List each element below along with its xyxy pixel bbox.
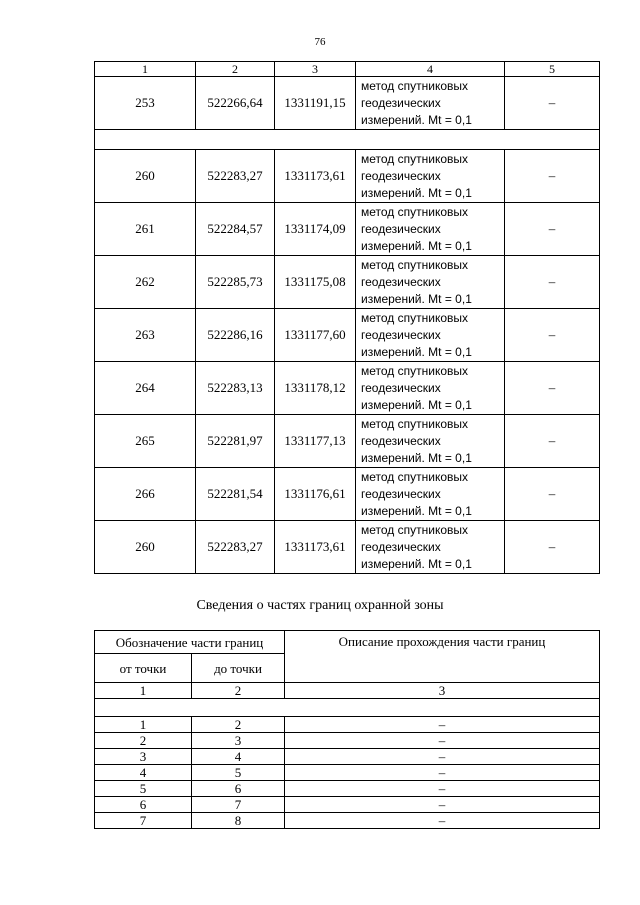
column-numbers-row [95,683,600,699]
table-row [95,749,600,765]
table-row [95,77,600,130]
method-line: геодезических [361,380,441,395]
point-number-cell: 265 [95,415,196,468]
table-row [95,813,600,829]
method-line: геодезических [361,433,441,448]
point-number-cell: 264 [95,362,196,415]
x-coordinate-cell: 522281,97 [196,415,275,468]
note-cell: – [505,256,600,309]
y-coordinate-cell: 1331191,15 [275,77,356,130]
to-point-cell: 5 [192,765,285,781]
column-number-1: 1 [95,62,196,77]
from-point-cell: 5 [95,781,192,797]
note-cell: – [505,362,600,415]
from-point-cell: 6 [95,797,192,813]
to-point-cell: 7 [192,797,285,813]
column-number-1: 1 [95,683,192,699]
method-line: метод спутниковых [361,469,469,484]
method-cell [356,415,505,468]
table-row [95,203,600,256]
y-coordinate-cell: 1331175,08 [275,256,356,309]
method-line: измерений. Mt = 0,1 [361,344,472,359]
method-line: измерений. Mt = 0,1 [361,503,472,518]
method-line: геодезических [361,539,441,554]
column-number-3: 3 [285,683,600,699]
description-cell: – [285,765,600,781]
column-number-5: 5 [505,62,600,77]
x-coordinate-cell: 522283,13 [196,362,275,415]
y-coordinate-cell: 1331178,12 [275,362,356,415]
method-line: измерений. Mt = 0,1 [361,450,472,465]
table-row [95,765,600,781]
table-row [95,733,600,749]
description-cell: – [285,781,600,797]
method-line: геодезических [361,221,441,236]
description-cell: – [285,749,600,765]
y-coordinate-cell: 1331177,13 [275,415,356,468]
y-coordinate-cell: 1331177,60 [275,309,356,362]
empty-cell [95,699,600,717]
x-coordinate-cell: 522281,54 [196,468,275,521]
note-cell: – [505,150,600,203]
table-row [95,415,600,468]
table-header-row [95,62,600,77]
column-number-4: 4 [356,62,505,77]
from-point-cell: 1 [95,717,192,733]
method-cell [356,309,505,362]
method-cell [356,468,505,521]
point-number-cell: 263 [95,309,196,362]
method-cell [356,362,505,415]
method-cell [356,150,505,203]
note-cell: – [505,415,600,468]
table-row [95,797,600,813]
method-cell [356,521,505,574]
empty-row [95,130,600,150]
method-line: метод спутниковых [361,416,469,431]
table-row [95,781,600,797]
x-coordinate-cell: 522286,16 [196,309,275,362]
method-line: метод спутниковых [361,151,469,166]
empty-cell [95,130,600,150]
column-number-2: 2 [196,62,275,77]
method-line: измерений. Mt = 0,1 [361,185,472,200]
method-line: геодезических [361,168,441,183]
empty-row [95,699,600,717]
y-coordinate-cell: 1331173,61 [275,521,356,574]
method-line: измерений. Mt = 0,1 [361,556,472,571]
from-point-cell: 2 [95,733,192,749]
x-coordinate-cell: 522283,27 [196,150,275,203]
x-coordinate-cell: 522285,73 [196,256,275,309]
from-point-cell: 3 [95,749,192,765]
from-point-cell: 7 [95,813,192,829]
column-number-2: 2 [192,683,285,699]
method-line: геодезических [361,274,441,289]
to-point-cell: 4 [192,749,285,765]
from-point-cell: 4 [95,765,192,781]
to-point-cell: 3 [192,733,285,749]
table-row [95,362,600,415]
method-line: метод спутниковых [361,363,469,378]
description-cell: – [285,717,600,733]
description-cell: – [285,813,600,829]
table-row [95,150,600,203]
table-row [95,256,600,309]
header-to-point: до точки [192,654,285,683]
table-row [95,468,600,521]
note-cell: – [505,521,600,574]
to-point-cell: 2 [192,717,285,733]
method-line: геодезических [361,486,441,501]
method-line: метод спутниковых [361,310,469,325]
table-row [95,521,600,574]
method-line: геодезических [361,95,441,110]
method-line: метод спутниковых [361,204,469,219]
x-coordinate-cell: 522283,27 [196,521,275,574]
description-cell: – [285,797,600,813]
method-line: метод спутниковых [361,257,469,272]
point-number-cell: 266 [95,468,196,521]
page-number: 76 [314,36,326,48]
boundary-parts-table [94,630,600,829]
y-coordinate-cell: 1331174,09 [275,203,356,256]
method-line: измерений. Mt = 0,1 [361,112,472,127]
y-coordinate-cell: 1331176,61 [275,468,356,521]
note-cell: – [505,203,600,256]
description-cell: – [285,733,600,749]
header-from-point: от точки [95,654,192,683]
table-row [95,717,600,733]
point-number-cell: 262 [95,256,196,309]
table-row [95,309,600,362]
x-coordinate-cell: 522266,64 [196,77,275,130]
method-line: измерений. Mt = 0,1 [361,291,472,306]
table-header-row [95,631,600,654]
method-cell [356,203,505,256]
note-cell: – [505,468,600,521]
column-number-3: 3 [275,62,356,77]
method-cell [356,256,505,309]
method-line: измерений. Mt = 0,1 [361,397,472,412]
point-number-cell: 253 [95,77,196,130]
method-line: метод спутниковых [361,522,469,537]
section-title: Сведения о частях границ охранной зоны [196,598,444,613]
method-cell [356,77,505,130]
header-boundary-part-designation: Обозначение части границ [95,631,285,654]
point-number-cell: 260 [95,521,196,574]
y-coordinate-cell: 1331173,61 [275,150,356,203]
note-cell: – [505,77,600,130]
method-line: геодезических [361,327,441,342]
point-number-cell: 260 [95,150,196,203]
coordinates-table [94,61,600,574]
to-point-cell: 6 [192,781,285,797]
point-number-cell: 261 [95,203,196,256]
note-cell: – [505,309,600,362]
method-line: метод спутниковых [361,78,469,93]
method-line: измерений. Mt = 0,1 [361,238,472,253]
x-coordinate-cell: 522284,57 [196,203,275,256]
to-point-cell: 8 [192,813,285,829]
header-boundary-description: Описание прохождения части границ [285,631,600,683]
